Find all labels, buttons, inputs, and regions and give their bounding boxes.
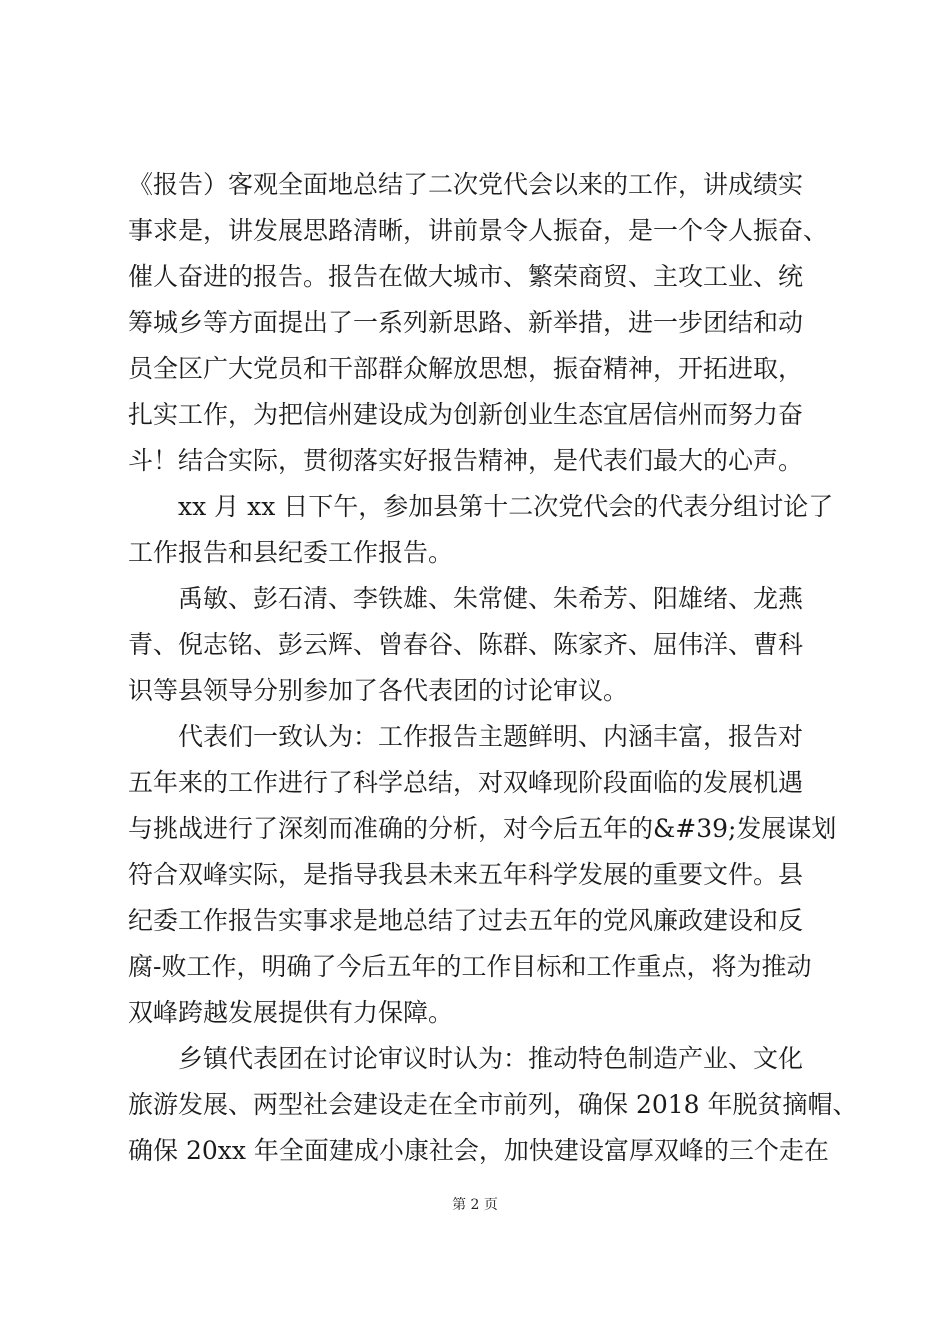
text-line: 筹城乡等方面提出了一系列新思路、新举措，进一步团结和动 xyxy=(128,308,804,337)
text-line: 催人奋进的报告。报告在做大城市、繁荣商贸、主攻工业、统 xyxy=(128,262,804,291)
text-line: 双峰跨越发展提供有力保障。 xyxy=(128,998,454,1027)
text-line: 工作报告和县纪委工作报告。 xyxy=(128,538,454,567)
paragraph xyxy=(128,714,837,1036)
text-line: 青、倪志铭、彭云辉、曾春谷、陈群、陈家齐、屈伟洋、曹科 xyxy=(128,630,804,659)
text-line: 纪委工作报告实事求是地总结了过去五年的党风廉政建设和反 xyxy=(128,906,804,935)
text-line: 代表们一致认为：工作报告主题鲜明、内涵丰富，报告对 xyxy=(178,722,804,751)
text-line: 扎实工作，为把信州建设成为创新创业生态宜居信州而努力奋 xyxy=(128,400,804,429)
paragraph xyxy=(128,576,828,714)
text-line: 旅游发展、两型社会建设走在全市前列，确保 2018 年脱贫摘帽、 xyxy=(128,1090,858,1119)
paragraph xyxy=(128,1036,858,1174)
text-line: 斗！结合实际，贯彻落实好报告精神，是代表们最大的心声。 xyxy=(128,446,804,475)
text-line: 乡镇代表团在讨论审议时认为：推动特色制造产业、文化 xyxy=(178,1044,804,1073)
text-line: 五年来的工作进行了科学总结，对双峰现阶段面临的发展机遇 xyxy=(128,768,804,797)
text-line: 确保 20xx 年全面建成小康社会，加快建设富厚双峰的三个走在 xyxy=(128,1136,829,1165)
text-line: xx 月 xx 日下午，参加县第十二次党代会的代表分组讨论了 xyxy=(178,492,834,521)
text-line: 符合双峰实际，是指导我县未来五年科学发展的重要文件。县 xyxy=(128,860,804,889)
paragraph xyxy=(128,162,828,484)
body-text xyxy=(128,162,858,1174)
text-line: 员全区广大党员和干部群众解放思想，振奋精神，开拓进取， xyxy=(128,354,804,383)
text-line: 腐-败工作，明确了今后五年的工作目标和工作重点，将为推动 xyxy=(128,952,812,981)
text-line: 识等县领导分别参加了各代表团的讨论审议。 xyxy=(128,676,629,705)
page-number: 第 2 页 xyxy=(452,1197,498,1213)
paragraph xyxy=(128,484,834,576)
text-line: 《报告）客观全面地总结了二次党代会以来的工作，讲成绩实 xyxy=(128,170,804,199)
text-line: 禹敏、彭石清、李铁雄、朱常健、朱希芳、阳雄绪、龙燕 xyxy=(178,584,804,613)
text-line: 与挑战进行了深刻而准确的分析，对今后五年的&#39;发展谋划 xyxy=(128,814,837,843)
text-line: 事求是，讲发展思路清晰，讲前景令人振奋，是一个令人振奋、 xyxy=(128,216,829,245)
